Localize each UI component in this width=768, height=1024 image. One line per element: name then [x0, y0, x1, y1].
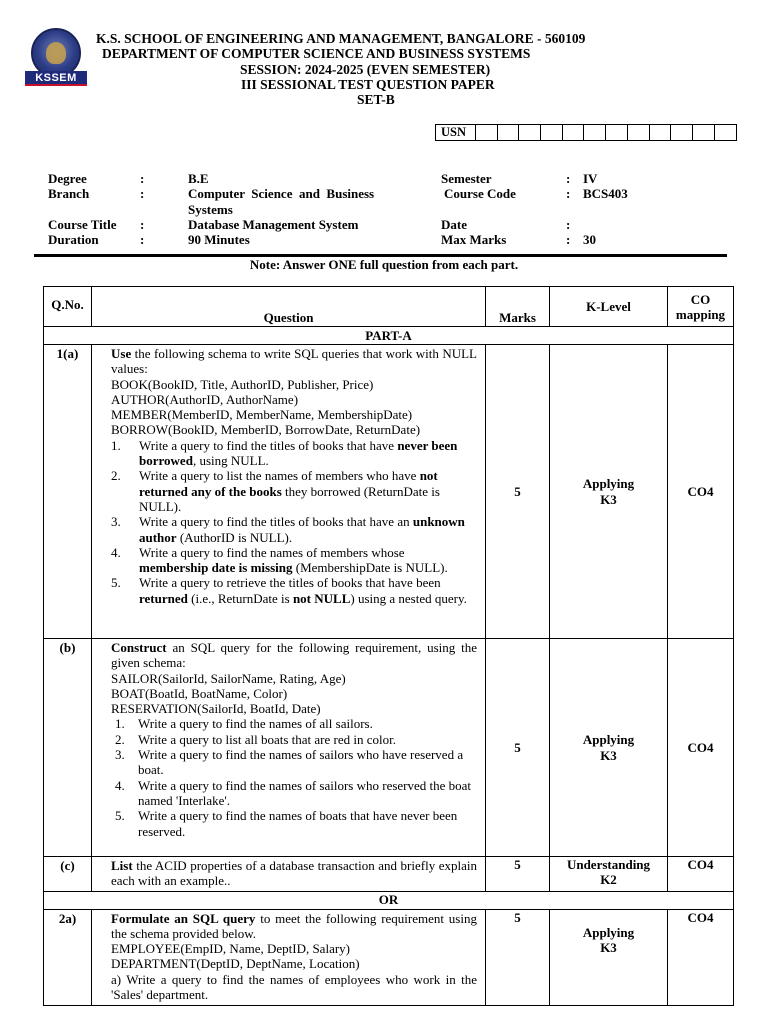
- question-text: [92, 909, 486, 1005]
- sub-question: 5. Write a query to retrieve the titles of books that have been returned (i.e., ReturnDate is not NULL) using a nested query.: [111, 575, 467, 606]
- usn-box: [671, 125, 693, 140]
- max-marks-colon: :: [566, 232, 571, 247]
- question-intro: Formulate an SQL query to meet the following requirement using the schema provided below.: [111, 910, 477, 941]
- date-colon: :: [566, 217, 571, 232]
- question-number: (c): [44, 857, 92, 892]
- sub-question: 1. Write a query to find the names of all sailors.: [115, 716, 373, 732]
- course-title-value: Database Management System: [188, 217, 359, 232]
- question-intro: Use the following schema to write SQL queries that work with NULL values:: [111, 346, 477, 377]
- semester-label: Semester: [441, 171, 492, 186]
- set-label: SET-B: [357, 92, 395, 107]
- part-a-row: [44, 327, 734, 345]
- marks-value: 5: [486, 345, 550, 639]
- course-title-colon: :: [140, 217, 145, 232]
- question-table: [43, 286, 734, 1006]
- part-a-label: PART-A: [44, 327, 734, 345]
- usn-box: [715, 125, 737, 140]
- duration-value: 90 Minutes: [188, 232, 250, 247]
- course-code-value: BCS403: [583, 186, 628, 201]
- degree-colon: :: [140, 171, 145, 186]
- question-number: 1(a): [44, 345, 92, 639]
- table-header-row: [44, 287, 734, 327]
- usn-box: [519, 125, 541, 140]
- schema-line: AUTHOR(AuthorID, AuthorName): [111, 391, 299, 407]
- usn-field: [435, 124, 737, 141]
- or-row: [44, 891, 734, 909]
- klevel-value: Understanding K2: [550, 857, 668, 892]
- semester-colon: :: [566, 171, 571, 186]
- marks-value: 5: [486, 639, 550, 857]
- usn-box: [541, 125, 563, 140]
- question-intro: Construct an SQL query for the following requirement, using the given schema:: [111, 640, 477, 671]
- co-value: CO4: [668, 345, 734, 639]
- question-number: (b): [44, 639, 92, 857]
- usn-box: [693, 125, 715, 140]
- klevel-header: K-Level: [550, 287, 668, 327]
- co-header: CO mapping: [668, 287, 734, 327]
- sub-question: 4. Write a query to find the names of sailors who reserved the boat named 'Interlake'.: [115, 777, 472, 808]
- schema-line: DEPARTMENT(DeptID, DeptName, Location): [111, 956, 360, 972]
- co-value: CO4: [668, 857, 734, 892]
- instruction-note: Note: Answer ONE full question from each part.: [249, 257, 519, 272]
- sub-question: 2. Write a query to list the names of members who have not returned any of the books they borrowed (ReturnDate is NULL).: [111, 468, 440, 514]
- branch-label: Branch: [48, 186, 90, 201]
- usn-box: [498, 125, 520, 140]
- co-value: CO4: [668, 909, 734, 1005]
- table-row: [44, 857, 734, 892]
- marks-value: 5: [486, 857, 550, 892]
- course-title-label: Course Title: [48, 217, 117, 232]
- qno-header: Q.No.: [44, 287, 92, 327]
- usn-box: [650, 125, 672, 140]
- date-label: Date: [441, 217, 467, 232]
- degree-value: B.E: [188, 171, 209, 186]
- semester-value: IV: [583, 171, 598, 186]
- question-number: 2a): [44, 909, 92, 1005]
- marks-header: Marks: [486, 287, 550, 327]
- schema-line: SAILOR(SailorId, SailorName, Rating, Age): [111, 670, 346, 686]
- usn-box: [628, 125, 650, 140]
- question-text: [92, 639, 486, 857]
- branch-value-continued: Systems: [188, 202, 233, 217]
- schema-line: RESERVATION(SailorId, BoatId, Date): [111, 701, 321, 717]
- sub-question: 4. Write a query to find the names of members whose membership date is missing (MembershipDate is NULL).: [111, 544, 448, 576]
- usn-box: [476, 125, 498, 140]
- schema-line: EMPLOYEE(EmpID, Name, DeptID, Salary): [111, 941, 350, 957]
- klevel-value: Applying K3: [550, 639, 668, 857]
- course-code-label: Course Code: [444, 186, 516, 201]
- sub-question: 1. Write a query to find the titles of books that have never been borrowed, using NULL.: [111, 437, 458, 469]
- co-value: CO4: [668, 639, 734, 857]
- question-header: Question: [92, 287, 486, 327]
- logo-wordmark: KSSEM: [25, 71, 87, 86]
- usn-box: [563, 125, 585, 140]
- max-marks-label: Max Marks: [441, 232, 507, 247]
- table-row: [44, 909, 734, 1005]
- duration-colon: :: [140, 232, 145, 247]
- schema-line: BOOK(BookID, Title, AuthorID, Publisher, Price): [111, 376, 374, 392]
- usn-box: [584, 125, 606, 140]
- degree-label: Degree: [48, 171, 87, 186]
- session-line: SESSION: 2024-2025 (EVEN SEMESTER): [240, 62, 491, 77]
- paper-title: III SESSIONAL TEST QUESTION PAPER: [241, 77, 495, 92]
- klevel-value: Applying K3: [550, 345, 668, 639]
- usn-box: [606, 125, 628, 140]
- or-label: OR: [44, 891, 734, 909]
- marks-value: 5: [486, 909, 550, 1005]
- sub-question: 2. Write a query to list all boats that are red in color.: [115, 731, 396, 747]
- course-code-colon: :: [566, 186, 571, 201]
- sub-question: 5. Write a query to find the names of boats that have never been reserved.: [115, 808, 458, 839]
- department-name: DEPARTMENT OF COMPUTER SCIENCE AND BUSINESS SYSTEMS: [102, 46, 531, 61]
- usn-label: USN: [436, 125, 476, 140]
- table-row: [44, 639, 734, 857]
- branch-value: Computer Science and Business: [188, 186, 375, 201]
- duration-label: Duration: [48, 232, 99, 247]
- branch-colon: :: [140, 186, 145, 201]
- question-text: List the ACID properties of a database transaction and briefly explain each with an example..: [92, 857, 486, 892]
- college-name: K.S. SCHOOL OF ENGINEERING AND MANAGEMENT, BANGALORE - 560109: [96, 31, 586, 46]
- table-row: [44, 345, 734, 639]
- sub-question: a) Write a query to find the names of employees who work in the 'Sales' department.: [111, 971, 477, 1003]
- schema-line: BOAT(BoatId, BoatName, Color): [111, 685, 288, 701]
- sub-question: 3. Write a query to find the titles of books that have an unknown author (AuthorID is NULL).: [111, 514, 465, 545]
- klevel-value: Applying K3: [550, 909, 668, 1005]
- schema-line: BORROW(BookID, MemberID, BorrowDate, ReturnDate): [111, 422, 421, 438]
- sub-question: 3. Write a query to find the names of sailors who have reserved a boat.: [115, 747, 464, 778]
- question-text: [92, 345, 486, 639]
- schema-line: MEMBER(MemberID, MemberName, MembershipDate): [111, 407, 413, 423]
- max-marks-value: 30: [583, 232, 596, 247]
